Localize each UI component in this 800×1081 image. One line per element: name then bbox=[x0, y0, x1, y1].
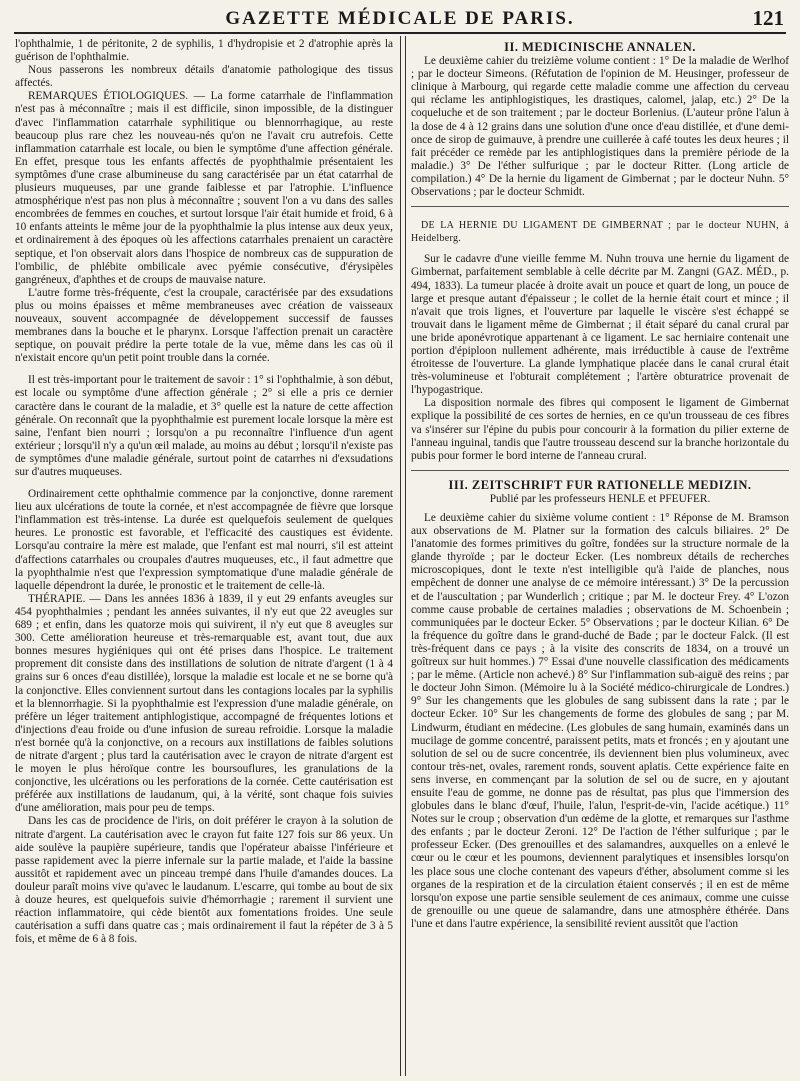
page-header bbox=[14, 6, 786, 34]
paragraph-therapy: THÉRAPIE. — Dans les années 1836 à 1839, il y eut 29 enfants aveugles sur 454 pyophthalmies ; pendant les années suivantes, il n'y eut que 22 aveugles sur 689 ; et enfin, dans les quatorze mois qui suivirent, il n'y eut que 8 aveugles sur 300. Cette amélioration heureuse et très-remarquable est, avant tout, due aux bonnes mesures hygiéniques qui ont été prises dans l'hospice. Le traitement proprement dit consiste dans des instillations de solution de nitrate d'argent (1 à 4 grains sur 6 onces d'eau distillée), lorsque la maladie est locale et ne se borne qu'à la conjonctive. Elles conviennent surtout dans les contagions locales par la syphilis et la blennorrhagie. Si la pyophthalmie est l'expression d'une maladie générale, on préfère un léger traitement antiphlogistique, accompagné de fréquentes lotions et d'injections d'eau froide ou d'une infusion de sureau refroidie. Lorsque la maladie n'est bornée qu'à la conjonctive, on a recours aux instillations de faibles solutions de nitrate d'argent ; plus tard la cautérisation avec le crayon de nitrate d'argent est le moyen le plus héroïque contre les boursouflures, les granulations de la conjonctive, les ulcérations ou les perforations de la cornée. Cette cautérisation est préférée aux instillations de laudanum, qui, à la vérité, sont chaque fois suivies d'une amélioration, mais pour peu de temps. bbox=[15, 592, 393, 815]
paragraph: La disposition normale des fibres qui composent le ligament de Gimbernat explique la possibilité de ces sortes de hernies, en ce qu'un trousseau de ces fibres va s'insérer sur l'épine du pubis pour concourir à la formation du pilier externe de l'anneau inguinal, tandis que l'autre trousseau descend sur la branche horizontale du pubis pour former le bord interne de l'anneau crural. bbox=[411, 397, 789, 462]
paragraph: Ordinairement cette ophthalmie commence par la conjonctive, donne rarement lieu aux ulcérations de toute la cornée, et n'est accompagnée de fièvre que lorsque l'inflammation est très-intense. La durée est quelquefois seulement de quelques heures. Le pronostic est favorable, et l'efficacité des caustiques est évidente. Lorsqu'au contraire la mère est malade, que l'enfant est mal nourri, s'il est atteint d'affections catarrhales ou croupales d'autres muqueuses, etc., il faut admettre que la pyophthalmie n'est que l'expression symptomatique d'une maladie générale de laquelle dépendront la durée, le pronostic et le traitement de celle-là. bbox=[15, 488, 393, 592]
section-title-zeitschrift: III. ZEITSCHRIFT FUR RATIONELLE MEDIZIN. bbox=[448, 477, 752, 492]
right-column bbox=[411, 38, 789, 1077]
paragraph: Il est très-important pour le traitement de savoir : 1° si l'ophthalmie, à son début, est locale ou symptôme d'une affection générale ; 2° si elle a pris ce dernier caractère dans le courant de la maladie, et 3° quelle est la nature de cette affection générale. On reconnaît que la pyophthalmie est purement locale lorsque la mère est saine, l'enfant bien nourri ; lorsqu'on a pu reconnaître l'influence d'un agent extérieur ; lorsqu'il n'y a qu'un œil malade, au moins au début ; lorsqu'il n'existe pas de symptômes d'une maladie générale, surtout point de catarrhes ni d'exsudations sur d'autres muqueuses. bbox=[15, 374, 393, 478]
left-column bbox=[15, 38, 393, 1077]
article-heading-hernie: DE LA HERNIE DU LIGAMENT DE GIMBERNAT ; par le docteur NUHN, à Heidelberg. bbox=[411, 220, 789, 245]
journal-title: GAZETTE MÉDICALE DE PARIS. bbox=[225, 8, 575, 29]
paragraph: Nous passerons les nombreux détails d'anatomie pathologique des tissus affectés. bbox=[15, 64, 393, 90]
paragraph: Le deuxième cahier du treizième volume contient : 1° De la maladie de Werlhof ; par le docteur Simeons. (Réfutation de l'opinion de M. Heusinger, professeur de clinique à Marbourg, qui regarde cette maladie comme une affection du cerveau qui réclame les antiphlogistiques, les drastiques, calomel, jalap, etc.) 2° De la coqueluche et de son traitement ; par le docteur Borlenius. (L'auteur prône l'alun à la dose de 4 à 12 grains dans une solution d'une once d'eau distillée, et d'une demi-once de sirop de guimauve, à prendre une cuillerée à café toutes les deux heures ; il fait précéder ce remède par les antiphlogistiques dans la première période de la maladie.) 3° De l'éther sulfurique ; par le docteur Ritter. (Long article de compilation.) 4° De la hernie du ligament de Gimbernat ; par le docteur Nuhn. 5° Observations ; par le docteur Schmidt. bbox=[411, 55, 789, 199]
paragraph: Le deuxième cahier du sixième volume contient : 1° Réponse de M. Bramson aux observations de M. Platner sur la formation des calculs biliaires. 2° De l'anatomie des formes primitives du goître, fondées sur la structure normale de la glande thyroïde ; par le docteur Ecker. (Les nombreux détails de recherches microscopiques, dont le texte n'est intelligible qu'à l'aide de planches, nous empêchent de donner une analyse de ce mémoire intéressant.) 3° De la percussion et de l'auscultation ; par Wunderlich ; critique ; par M. le docteur Frey. 4° L'ozon comme cause probable de certaines maladies ; observations de M. Schoenbein ; communiquées par le docteur Ecker. 5° Observations ; par le docteur Kilian. 6° De la fréquence du goître dans le grand-duché de Bade ; par le docteur Falck. (Il est très-fréquent dans ce pays ; à la visite des conscrits de 1834, on a trouvé un goîtreux sur huit hommes.) 7° Essai d'une nouvelle classification des médicaments ; par le même. (Article non achevé.) 8° Sur l'inflammation sub-aiguë des reins ; par le docteur John Simon. (Mémoire lu à la Société médico-chirurgicale de Londres.) 9° Sur les changements que les globules de sang subissent dans la rate ; par le docteur Ecker. 10° Sur les changements de forme des globules de sang ; par M. Lindwurm, étudiant en médecine. (Les globules de sang humain, examinés dans un mucilage de gomme concentré, paraissent petits, mats et froncés ; en y ajoutant une solution de sel ou de sucre concentrée, ils deviennent bien plus volumineux, avec contour très-net, ovales, rarement ronds, souvent aplatis. Cette expérience faite en sens inverse, en commençant par la solution de sel ou de sucre, en y ajoutant ensuite l'eau de gomme, ne donne pas de résultat, pas plus que l'immersion des globules dans le blanc d'œuf, l'huile, l'alun, l'esprit-de-vin, l'acide acétique.) 11° Notes sur le croup ; observation d'un œdème de la glotte, et remarques sur l'asthme des enfants ; par le docteur Zeroni. 12° De l'action de l'éther sulfurique ; par le professeur Ecker. (Des grenouilles et des salamandres, auxquelles on a enlevé le cœur ou le cœur et les poumons, deviennent paralytiques et insensibles lorsqu'on les place sous une cloche contenant des vapeurs d'éther, absolument comme si les organes de la respiration et de la circulation étaient conservés ; il en est de même lorsqu'on expose une partie sensible seulement de ces animaux, comme une cuisse de grenouille ou une queue de salamandre, dans une atmosphère éthérée. Dans l'une et dans l'autre expérience, la sensibilité revient aussitôt que l'action bbox=[411, 512, 789, 930]
paragraph: Sur le cadavre d'une vieille femme M. Nuhn trouva une hernie du ligament de Gimbernat, parfaitement semblable à celle décrite par M. Zangni (GAZ. MÉD., p. 494, 1833). La tumeur placée à droite avait un pouce et quart de long, un pouce de large et presque autant d'épaisseur ; le collet de la hernie était court et mince ; il n'avait que trois lignes, et l'ouverture par laquelle le viscère s'est échappé se trouvait dans le ligament même de Gimbernat ; il était séparé du canal crural par une bride aponévrotique appartenant à ce ligament. Le sac herniaire contenait une portion d'épiploon nullement adhérente, mais irréductible à cause de l'extrême étroitesse de l'ouverture. La glande lymphatique placée dans le canal crural était très-volumineuse et l'obturait complétement ; l'artère obturatrice provenait de l'hypogastrique. bbox=[411, 253, 789, 397]
paragraph: L'autre forme très-fréquente, c'est la croupale, caractérisée par des exsudations plus ou moins épaisses et même membraneuses avec création de vaisseaux nouveaux, souvent accompagnée de développement successif de fausses membranes dans la bouche et le pharynx. Lorsque l'affection prenait un caractère septique, on pouvait prédire la perte totale de la vue, même dans les cas où il n'existait encore qu'un petit point trouble dans la cornée. bbox=[15, 286, 393, 365]
paragraph: Dans les cas de procidence de l'iris, on doit préférer le crayon à la solution de nitrate d'argent. La cautérisation avec le crayon fut faite 127 fois sur 86 yeux. Un aide soulève la paupière supérieure, tandis que l'opérateur abaisse l'inférieure et passe rapidement avec la pierre infernale sur la partie malade, et l'aide la bassine aussitôt et rapidement avec un pinceau trempé dans l'huile d'amandes douces. La douleur paraît moins vive qu'avec le laudanum. L'escarre, qui tombe au bout de six à douze heures, est quelquefois suivie d'hémorrhagie ; rarement il survient une réaction inflammatoire, qui cède bientôt aux fomentations froides. Une seule cautérisation a suffi dans quatre cas ; mais ordinairement il faut la répéter de 3 à 5 fois, et même de 6 à 8 fois. bbox=[15, 815, 393, 946]
column-divider bbox=[400, 36, 406, 1076]
paragraph-etiology: REMARQUES ÉTIOLOGIQUES. — La forme catarrhale de l'inflammation n'est pas à méconnaître ; mais il est difficile, sinon impossible, de la distinguer d'avec l'inflammation catarrhale syphilitique ou blennorrhagique, au reste beaucoup plus rare chez les nouveau-nés qu'on ne l'avait cru autrefois. Cette inflammation catarrhale est locale, ou bien le symptôme d'une affection générale. En effet, presque tous les enfants affectés de pyophthalmie présentaient les symptômes d'une crase albumineuse du sang caractérisée par un état catarrhal de plusieurs muqueuses, par une grande faiblesse et par l'atrophie. L'influence atmosphérique n'est pas non plus à méconnaître ; souvent l'on a vu dans des salles encombrées de femmes en couches, et surtout lorsque l'air était humide et froid, 6 à 10 enfants atteints le même jour de la pyophthalmie la plus intense aux deux yeux, et ordinairement à des époques où les affections catarrhales prenaient un caractère septique, et l'on observait alors dans l'hospice de nombreux cas de suppuration de l'ombilic, de phlébite ombilicale avec pyémie consécutive, d'érysipèles gangréneux, d'aphthes et de croups de mauvaise nature. bbox=[15, 90, 393, 286]
section-title-medicinische-annalen: II. MEDICINISCHE ANNALEN. bbox=[504, 40, 696, 54]
section-separator bbox=[411, 470, 789, 471]
paragraph: l'ophthalmie, 1 de péritonite, 2 de syphilis, 1 d'hydropisie et 2 d'atrophie après la guérison de l'ophthalmie. bbox=[15, 38, 393, 64]
section-separator bbox=[411, 206, 789, 207]
section-subtitle: Publié par les professeurs HENLE et PFEUFER. bbox=[489, 492, 711, 505]
page-number: 121 bbox=[752, 6, 784, 30]
